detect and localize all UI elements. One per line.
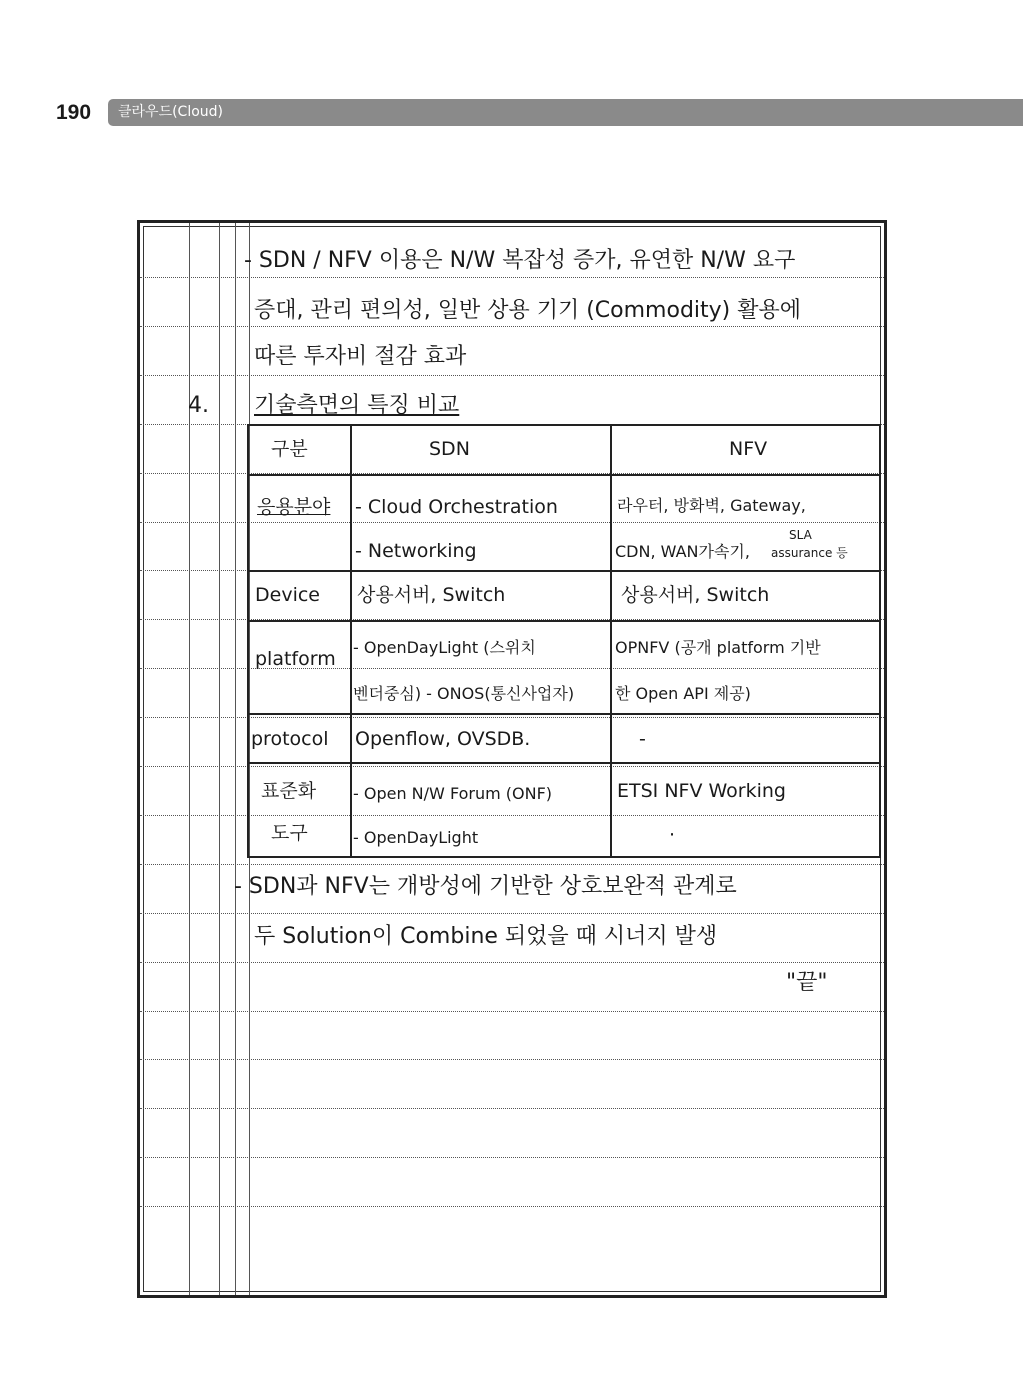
table-row-divider — [249, 713, 879, 715]
ruled-line — [140, 913, 884, 914]
ruled-line — [140, 1108, 884, 1109]
row-label-tool: 도구 — [271, 822, 308, 844]
section-title: 기술측면의 특징 비교 — [254, 393, 460, 418]
nfv-standard-dot: · — [669, 824, 676, 846]
intro-line-1: - SDN / NFV 이용은 N/W 복잡성 증가, 유연한 N/W 요구 — [244, 248, 796, 273]
nfv-platform-line-1: OPNFV (공개 platform 기반 — [615, 638, 821, 657]
table-row-divider — [249, 474, 879, 476]
margin-line — [235, 223, 236, 1295]
row-label-standardization: 표준화 — [261, 780, 317, 802]
table-header-category: 구분 — [271, 438, 308, 460]
sdn-protocol: Openflow, OVSDB. — [355, 728, 531, 750]
ruled-line — [140, 1011, 884, 1012]
intro-line-3: 따른 투자비 절감 효과 — [254, 344, 467, 369]
sdn-application-line-1: - Cloud Orchestration — [355, 496, 558, 518]
chapter-header-bar — [108, 99, 1023, 126]
nfv-standard: ETSI NFV Working — [617, 780, 786, 802]
table-row-divider — [249, 620, 879, 622]
ruled-line — [140, 962, 884, 963]
ruled-line — [140, 1059, 884, 1060]
nfv-protocol: - — [639, 728, 646, 750]
nfv-application-sla: SLA — [789, 528, 812, 542]
sdn-standard-line-1: - Open N/W Forum (ONF) — [353, 784, 553, 803]
table-row-divider — [249, 570, 879, 572]
page-number: 190 — [56, 101, 92, 124]
table-row-divider — [249, 762, 879, 764]
chapter-title: 클라우드(Cloud) — [118, 104, 224, 120]
nfv-platform-line-2: 한 Open API 제공) — [615, 684, 751, 703]
closing-line-1: - SDN과 NFV는 개방성에 기반한 상호보완적 관계로 — [234, 874, 737, 899]
ruled-line — [140, 375, 884, 376]
intro-line-2: 증대, 관리 편의성, 일반 상용 기기 (Commodity) 활용에 — [254, 298, 802, 323]
row-label-protocol: protocol — [251, 728, 329, 750]
ruled-line — [140, 864, 884, 865]
row-label-platform: platform — [255, 648, 336, 670]
row-label-device: Device — [255, 584, 320, 606]
table-header-sdn: SDN — [429, 438, 470, 460]
nfv-application-assurance: assurance 등 — [771, 546, 848, 560]
ruled-line — [140, 1157, 884, 1158]
sdn-application-line-2: - Networking — [355, 540, 477, 562]
ruled-line — [140, 277, 884, 278]
ruled-line — [140, 326, 884, 327]
margin-line — [219, 223, 220, 1295]
closing-line-2: 두 Solution이 Combine 되었을 때 시너지 발생 — [254, 924, 718, 949]
nfv-device: 상용서버, Switch — [621, 584, 770, 606]
nfv-application-line-1: 라우터, 방화벽, Gateway, — [617, 496, 806, 515]
sdn-platform-line-2: 벤더중심) - ONOS(통신사업자) — [353, 684, 575, 703]
margin-line — [189, 223, 190, 1295]
table-header-nfv: NFV — [729, 438, 768, 460]
comparison-table — [247, 424, 881, 858]
table-col-divider — [610, 426, 612, 856]
end-mark: "끝" — [786, 970, 828, 995]
sdn-device: 상용서버, Switch — [357, 584, 506, 606]
nfv-application-line-2: CDN, WAN가속기, — [615, 542, 750, 561]
sdn-standard-line-2: - OpenDayLight — [353, 828, 479, 847]
row-label-application: 응용분야 — [257, 496, 331, 518]
ruled-line — [140, 1206, 884, 1207]
section-number: 4. — [188, 393, 209, 418]
table-col-divider — [350, 426, 352, 856]
sdn-platform-line-1: - OpenDayLight (스위치 — [353, 638, 536, 657]
